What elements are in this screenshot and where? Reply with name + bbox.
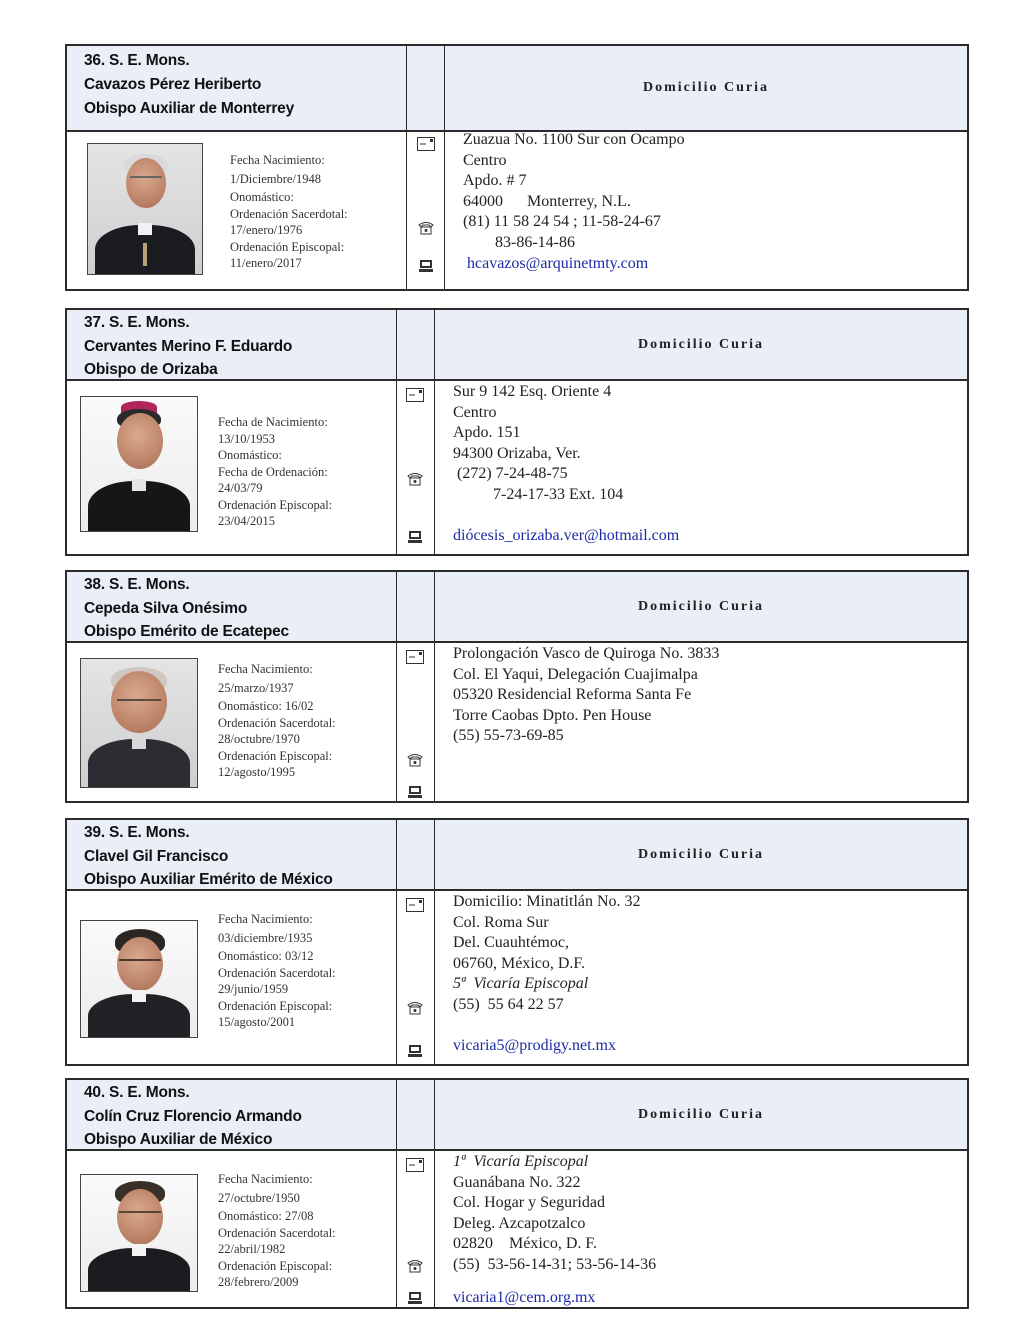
entry-number: 40. S. E. Mons. bbox=[84, 1084, 190, 1101]
entry-card-36 bbox=[65, 44, 969, 291]
computer-icon bbox=[405, 783, 425, 801]
email-link[interactable]: hcavazos@arquinetmty.com bbox=[463, 254, 649, 272]
portrait-photo bbox=[80, 396, 198, 532]
entry-number: 39. S. E. Mons. bbox=[84, 824, 190, 841]
entry-role: Obispo Auxiliar de Monterrey bbox=[84, 100, 295, 117]
entry-header bbox=[67, 310, 967, 381]
domicilio-label: Domicilio Curia bbox=[637, 846, 765, 862]
entry-name: Cavazos Pérez Heriberto bbox=[84, 76, 262, 93]
entry-header bbox=[67, 46, 967, 132]
email-link[interactable]: diócesis_orizaba.ver@hotmail.com bbox=[453, 527, 680, 545]
entry-name: Cepeda Silva Onésimo bbox=[84, 599, 248, 617]
domicilio-label: Domicilio Curia bbox=[637, 336, 765, 352]
entry-card-37 bbox=[65, 308, 969, 556]
telephone-icon bbox=[416, 219, 436, 237]
entry-title-block bbox=[67, 310, 292, 379]
portrait-photo bbox=[80, 920, 198, 1038]
bio-dates: Fecha Nacimiento: 27/octubre/1950 Onomástico: 27/08 Ordenación Sacerdotal: 22/abril/1982 Ordenación Episcopal: 28/febrero/2009 bbox=[218, 1172, 336, 1289]
address-block: Prolongación Vasco de Quiroga No. 3833 Col. El Yaqui, Delegación Cuajimalpa 05320 Residencial Reforma Santa Fe Torre Caobas Dpto. Pen House (55) 55-73-69-85 bbox=[453, 645, 720, 745]
computer-icon bbox=[405, 1042, 425, 1060]
email-link[interactable]: vicaria1@cem.org.mx bbox=[453, 1289, 596, 1307]
entry-title-block bbox=[67, 1080, 302, 1149]
computer-icon bbox=[405, 528, 425, 546]
entry-title-block bbox=[67, 572, 289, 641]
domicilio-label: Domicilio Curia bbox=[637, 1106, 765, 1122]
entry-header bbox=[67, 820, 967, 891]
entry-header bbox=[67, 572, 967, 643]
entry-title-block bbox=[67, 820, 333, 889]
entry-number: 37. S. E. Mons. bbox=[84, 314, 190, 331]
entry-role: Obispo Auxiliar de México bbox=[84, 1131, 273, 1148]
envelope-icon bbox=[405, 896, 425, 914]
telephone-icon bbox=[405, 1257, 425, 1275]
address-block: Zuazua No. 1100 Sur con Ocampo Centro Apdo. # 7 64000 Monterrey, N.L. (81) 11 58 24 54 ; 11-58-24-67 83-86-14-86 hcavazos@arquinetmty.com bbox=[463, 130, 685, 274]
bio-dates: Fecha Nacimiento: 03/diciembre/1935 Onomástico: 03/12 Ordenación Sacerdotal: 29/junio/1959 Ordenación Episcopal: 15/agosto/2001 bbox=[218, 912, 336, 1029]
telephone-icon bbox=[405, 470, 425, 488]
domicilio-label: Domicilio Curia bbox=[642, 80, 770, 95]
bio-dates: Fecha Nacimiento: 1/Diciembre/1948 Onomástico: Ordenación Sacerdotal: 17/enero/1976 Ordenación Episcopal: 11/enero/2017 bbox=[230, 153, 348, 270]
entry-card-38 bbox=[65, 570, 969, 803]
envelope-icon bbox=[416, 135, 436, 153]
address-block: 1ª Vicaría Episcopal Guanábana No. 322 Col. Hogar y Seguridad Deleg. Azcapotzalco 02820 México, D. F. (55) 53-56-14-31; 53-56-14-36 vicaria1@cem.org.mx bbox=[453, 1152, 656, 1309]
computer-icon bbox=[416, 257, 436, 275]
portrait-photo bbox=[87, 143, 203, 275]
entry-role: Obispo Emérito de Ecatepec bbox=[84, 623, 289, 640]
entry-number: 38. S. E. Mons. bbox=[84, 576, 190, 593]
envelope-icon bbox=[405, 386, 425, 404]
portrait-photo bbox=[80, 1174, 198, 1292]
entry-name: Clavel Gil Francisco bbox=[84, 847, 229, 865]
entry-role: Obispo Auxiliar Emérito de México bbox=[84, 871, 333, 888]
entry-name: Colín Cruz Florencio Armando bbox=[84, 1107, 302, 1125]
entry-role: Obispo de Orizaba bbox=[84, 361, 218, 378]
bio-dates: Fecha de Nacimiento: 13/10/1953 Onomástico: Fecha de Ordenación: 24/03/79 Ordenación Episcopal: 23/04/2015 bbox=[218, 415, 333, 528]
address-block: Domicilio: Minatitlán No. 32 Col. Roma Sur Del. Cuauhtémoc, 06760, México, D.F. 5ª Vicaría Episcopal (55) 55 64 22 57 vicaria5@prodigy.net.mx bbox=[453, 892, 641, 1057]
address-block: Sur 9 142 Esq. Oriente 4 Centro Apdo. 151 94300 Orizaba, Ver. (272) 7-24-48-75 7-24-17-33 Ext. 104 diócesis_orizaba.ver@hotmail.com bbox=[453, 382, 679, 547]
envelope-icon bbox=[405, 648, 425, 666]
entry-card-39 bbox=[65, 818, 969, 1066]
computer-icon bbox=[405, 1289, 425, 1307]
bio-dates: Fecha Nacimiento: 25/marzo/1937 Onomástico: 16/02 Ordenación Sacerdotal: 28/octubre/1970 Ordenación Episcopal: 12/agosto/1995 bbox=[218, 662, 336, 779]
portrait-photo bbox=[80, 658, 198, 788]
domicilio-label: Domicilio Curia bbox=[637, 598, 765, 614]
entry-number: 36. S. E. Mons. bbox=[84, 52, 190, 69]
envelope-icon bbox=[405, 1156, 425, 1174]
email-link[interactable]: vicaria5@prodigy.net.mx bbox=[453, 1037, 616, 1055]
telephone-icon bbox=[405, 999, 425, 1017]
entry-header bbox=[67, 1080, 967, 1151]
entry-title-block bbox=[67, 46, 294, 130]
entry-name: Cervantes Merino F. Eduardo bbox=[84, 337, 293, 355]
telephone-icon bbox=[405, 751, 425, 769]
entry-card-40 bbox=[65, 1078, 969, 1309]
